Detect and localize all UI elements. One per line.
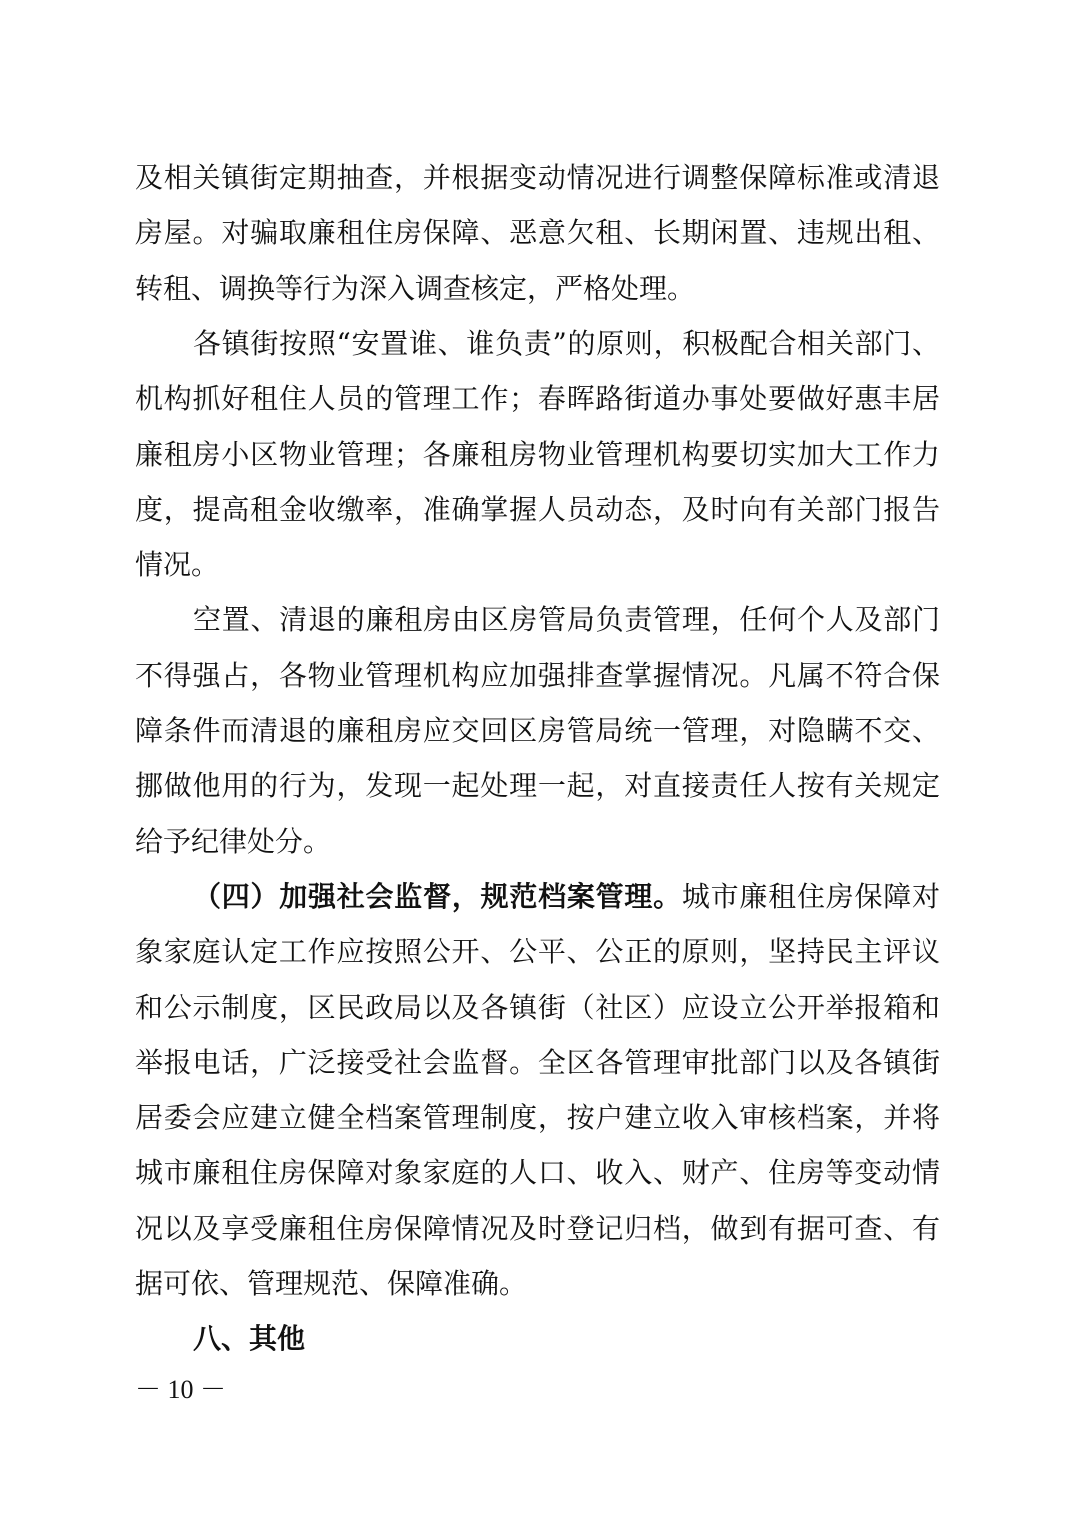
paragraph-2-line: 廉租房小区物业管理；各廉租房物业管理机构要切实加大工作力 [135, 438, 940, 471]
paragraph-2-line: 各镇街按照“安置谁、谁负责”的原则，积极配合相关部门、 [193, 327, 940, 360]
paragraph-4-line [135, 879, 940, 915]
paragraph-3-line: 障条件而清退的廉租房应交回区房管局统一管理，对隐瞒不交、 [135, 714, 940, 747]
paragraph-1-line: 及相关镇街定期抽查，并根据变动情况进行调整保障标准或清退 [135, 161, 940, 194]
paragraph-4-line: 象家庭认定工作应按照公开、公平、公正的原则，坚持民主评议 [135, 935, 940, 968]
paragraph-4-line: 举报电话，广泛接受社会监督。全区各管理审批部门以及各镇街 [135, 1046, 940, 1079]
page-number: － 10 － [135, 1375, 227, 1404]
paragraph-3-line: 空置、清退的廉租房由区房管局负责管理，任何个人及部门 [193, 603, 940, 636]
paragraph-2-line: 情况。 [135, 548, 220, 581]
paragraph-2-line: 机构抓好租住人员的管理工作；春晖路街道办事处要做好惠丰居 [135, 382, 940, 415]
bold-lead-heading: （四）加强社会监督，规范档案管理。 [193, 880, 682, 913]
paragraph-1-line: 房屋。对骗取廉租住房保障、恶意欠租、长期闲置、违规出租、 [135, 216, 940, 249]
paragraph-4-line: 据可依、管理规范、保障准确。 [135, 1267, 528, 1300]
section-heading: 八、其他 [193, 1322, 306, 1355]
paragraph-4-line: 况以及享受廉租住房保障情况及时登记归档，做到有据可查、有 [135, 1212, 940, 1245]
paragraph-3-line: 给予纪律处分。 [135, 825, 332, 858]
paragraph-4-line: 城市廉租住房保障对象家庭的人口、收入、财产、住房等变动情 [135, 1156, 940, 1189]
paragraph-3-line: 不得强占，各物业管理机构应加强排查掌握情况。凡属不符合保 [135, 659, 940, 692]
paragraph-4-line: 居委会应建立健全档案管理制度，按户建立收入审核档案，并将 [135, 1101, 940, 1134]
paragraph-4-line: 和公示制度，区民政局以及各镇街（社区）应设立公开举报箱和 [135, 991, 940, 1024]
paragraph-3-line: 挪做他用的行为，发现一起处理一起，对直接责任人按有关规定 [135, 769, 940, 802]
line-text: 城市廉租住房保障对 [681, 880, 940, 913]
paragraph-1-line: 转租、调换等行为深入调查核定，严格处理。 [135, 272, 696, 305]
paragraph-2-line: 度，提高租金收缴率，准确掌握人员动态，及时向有关部门报告 [135, 493, 940, 526]
